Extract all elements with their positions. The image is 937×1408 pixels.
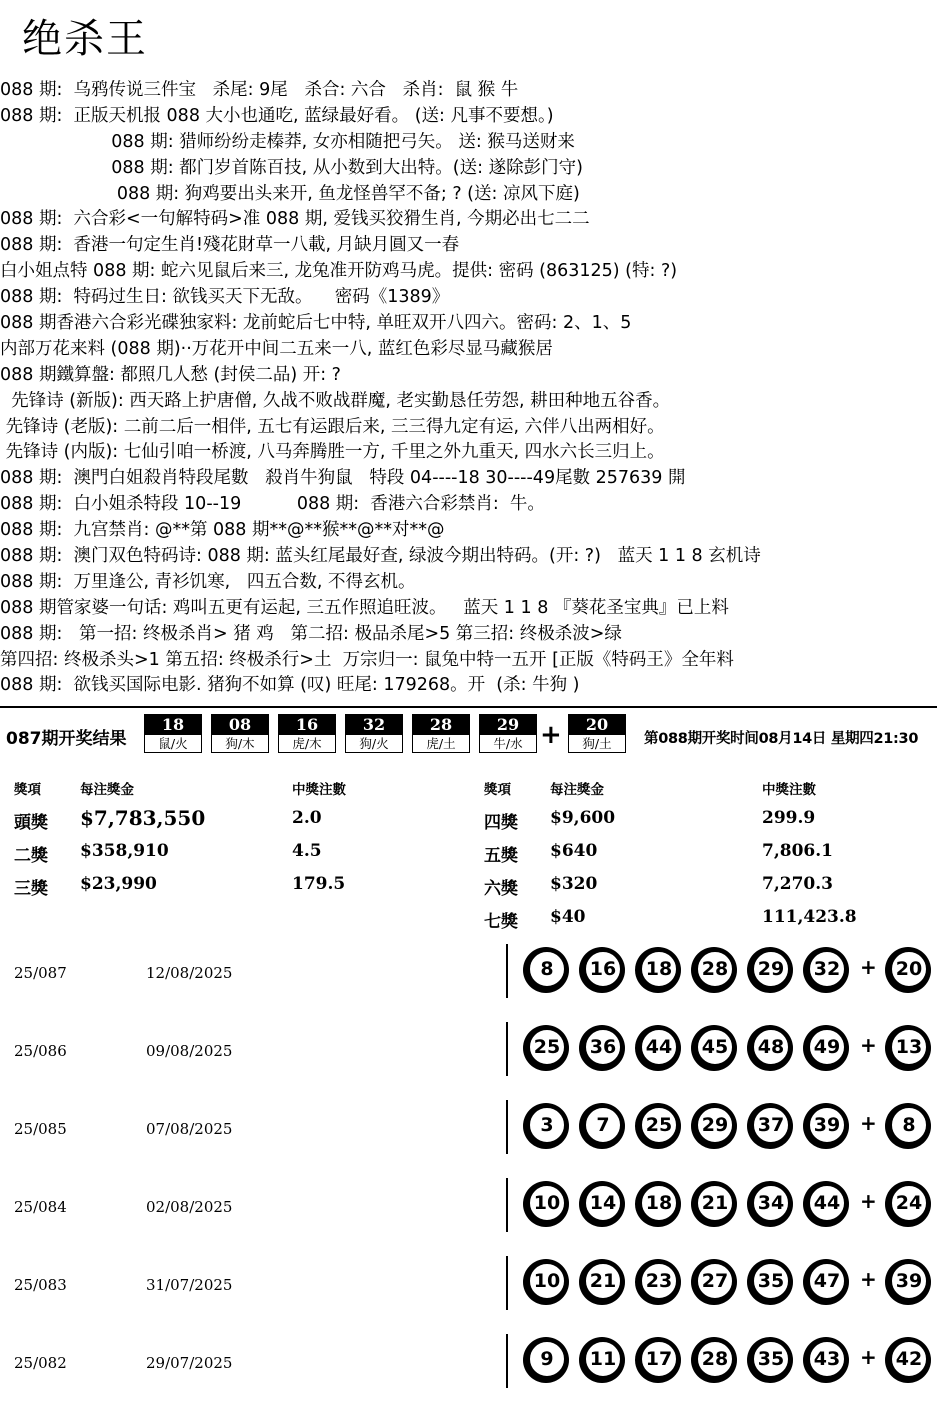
ball-number: 43 <box>808 1340 846 1378</box>
history-date: 12/08/2025 <box>146 964 233 982</box>
history-special-ball <box>888 948 932 992</box>
history-ball <box>582 1104 626 1148</box>
ball-number: 23 <box>640 1262 678 1300</box>
history-separator <box>506 1100 508 1154</box>
draw-ball-number: 16 <box>278 714 336 735</box>
history-row <box>0 1018 937 1096</box>
history-ball <box>638 1260 682 1304</box>
ball-number: 32 <box>808 950 846 988</box>
history-ball <box>806 1260 850 1304</box>
prediction-line: 先锋诗 (新版): 西天路上护唐僧, 久战不败战群魔, 老实勤恳任劳怨, 耕田种地五谷香。 <box>0 390 671 411</box>
prediction-line: 088 期: 猎师纷纷走榛莽, 女亦相随把弓矢。 送: 猴马送财来 <box>0 131 575 152</box>
prediction-lines <box>0 78 937 699</box>
history-row <box>0 1330 937 1408</box>
history-ball <box>582 1182 626 1226</box>
history-ball <box>526 1182 570 1226</box>
special-ball <box>568 714 626 756</box>
prize-amount: $320 <box>550 874 598 894</box>
history-separator <box>506 1334 508 1388</box>
draw-ball-number: 29 <box>479 714 537 735</box>
draw-ball-number: 08 <box>211 714 269 735</box>
prize-amount: $9,600 <box>550 808 616 828</box>
history-ball <box>750 1338 794 1382</box>
ball-number: 29 <box>696 1106 734 1144</box>
ball-number: 3 <box>528 1106 566 1144</box>
ball-number: 47 <box>808 1262 846 1300</box>
ball-number: 8 <box>528 950 566 988</box>
ball-number: 10 <box>528 1262 566 1300</box>
prize-name: 三獎 <box>14 879 48 899</box>
prediction-line: 088 期: 乌鸦传说三件宝 杀尾: 9尾 杀合: 六合 杀肖: 鼠 猴 牛 <box>0 80 519 100</box>
history-issue: 25/083 <box>14 1276 67 1294</box>
prize-amount: $358,910 <box>80 841 169 861</box>
prediction-line: 088 期鐵算盤: 都照几人愁 (封侯二品) 开: ? <box>0 364 341 385</box>
history-ball <box>582 1338 626 1382</box>
prediction-line: 088 期: 都门岁首陈百技, 从小数到大出特。(送: 遂除彭门守) <box>0 157 583 178</box>
history-issue: 25/085 <box>14 1120 67 1138</box>
ball-number: 39 <box>890 1262 928 1300</box>
ball-number: 48 <box>752 1028 790 1066</box>
special-ball-number: 20 <box>568 714 626 735</box>
ball-number: 28 <box>696 1340 734 1378</box>
history-ball <box>526 1338 570 1382</box>
ball-number: 36 <box>584 1028 622 1066</box>
draw-ball <box>211 714 269 756</box>
history-ball <box>638 1182 682 1226</box>
prediction-line: 088 期: 第一招: 终极杀肖> 猪 鸡 第二招: 极品杀尾>5 第三招: 终极杀波>绿 <box>0 623 622 644</box>
prediction-line: 088 期: 九宫禁肖: @**第 088 期**@**猴**@**对**@ <box>0 520 445 541</box>
draw-result-row <box>0 712 937 760</box>
ball-number: 10 <box>528 1184 566 1222</box>
prize-name: 六獎 <box>484 879 518 899</box>
prediction-line: 白小姐点特 088 期: 蛇六见鼠后来三, 龙兔准开防鸡马虎。提供: 密码 (863125) (特: ?) <box>0 261 678 282</box>
draw-ball-zodiac: 狗/火 <box>345 735 403 753</box>
history-ball <box>582 1026 626 1070</box>
ball-number: 42 <box>890 1340 928 1378</box>
draw-ball <box>278 714 336 756</box>
history-issue: 25/084 <box>14 1198 67 1216</box>
ball-number: 35 <box>752 1262 790 1300</box>
ball-number: 44 <box>640 1028 678 1066</box>
prize-amount: $640 <box>550 841 598 861</box>
history-plus-sign: + <box>860 1033 877 1057</box>
ball-number: 8 <box>890 1106 928 1144</box>
prize-winners: 111,423.8 <box>762 907 857 927</box>
history-ball <box>806 1338 850 1382</box>
plus-sign: + <box>540 720 562 750</box>
prize-header: 獎項 <box>484 782 511 798</box>
history-ball <box>582 1260 626 1304</box>
ball-number: 21 <box>584 1262 622 1300</box>
ball-number: 27 <box>696 1262 734 1300</box>
history-ball <box>806 1026 850 1070</box>
draw-ball <box>479 714 537 756</box>
history-date: 29/07/2025 <box>146 1354 233 1372</box>
history-issue: 25/086 <box>14 1042 67 1060</box>
prize-amount: $40 <box>550 907 586 927</box>
history-ball <box>638 948 682 992</box>
draw-ball-number: 18 <box>144 714 202 735</box>
draw-ball-zodiac: 虎/木 <box>278 735 336 753</box>
prize-name: 二獎 <box>14 846 48 866</box>
history-separator <box>506 1022 508 1076</box>
history-ball <box>750 948 794 992</box>
history-ball <box>694 1260 738 1304</box>
history-row <box>0 1096 937 1174</box>
prize-winners: 4.5 <box>292 841 322 861</box>
prize-winners: 7,806.1 <box>762 841 833 861</box>
history-ball <box>806 1104 850 1148</box>
prize-header: 中獎注數 <box>762 782 816 798</box>
history-ball <box>638 1338 682 1382</box>
history-ball <box>694 1104 738 1148</box>
draw-ball-number: 28 <box>412 714 470 735</box>
draw-ball <box>345 714 403 756</box>
history-plus-sign: + <box>860 955 877 979</box>
history-special-ball <box>888 1182 932 1226</box>
special-ball-zodiac: 狗/土 <box>568 735 626 753</box>
history-ball <box>694 1182 738 1226</box>
history-date: 31/07/2025 <box>146 1276 233 1294</box>
prize-winners: 299.9 <box>762 808 816 828</box>
history-ball <box>638 1104 682 1148</box>
prize-winners: 179.5 <box>292 874 346 894</box>
prize-table <box>0 768 937 938</box>
prize-winners: 7,270.3 <box>762 874 833 894</box>
ball-number: 37 <box>752 1106 790 1144</box>
ball-number: 18 <box>640 950 678 988</box>
ball-number: 14 <box>584 1184 622 1222</box>
ball-number: 35 <box>752 1340 790 1378</box>
history-ball <box>526 1026 570 1070</box>
history-ball <box>750 1026 794 1070</box>
history-date: 02/08/2025 <box>146 1198 233 1216</box>
section-divider <box>0 706 937 708</box>
ball-number: 44 <box>808 1184 846 1222</box>
history-plus-sign: + <box>860 1345 877 1369</box>
draw-ball-zodiac: 狗/木 <box>211 735 269 753</box>
prize-header: 獎項 <box>14 782 41 798</box>
history-special-ball <box>888 1104 932 1148</box>
draw-ball <box>412 714 470 756</box>
draw-ball-number: 32 <box>345 714 403 735</box>
prediction-line: 088 期: 特码过生日: 欲钱买天下无敌。 密码《1389》 <box>0 287 450 308</box>
history-ball <box>806 1182 850 1226</box>
ball-number: 13 <box>890 1028 928 1066</box>
draw-ball-zodiac: 牛/水 <box>479 735 537 753</box>
ball-number: 34 <box>752 1184 790 1222</box>
ball-number: 29 <box>752 950 790 988</box>
prize-header: 中獎注數 <box>292 782 346 798</box>
ball-number: 45 <box>696 1028 734 1066</box>
history-separator <box>506 944 508 998</box>
ball-number: 9 <box>528 1340 566 1378</box>
ball-number: 25 <box>640 1106 678 1144</box>
history-ball <box>526 1260 570 1304</box>
history-date: 07/08/2025 <box>146 1120 233 1138</box>
history-ball <box>526 948 570 992</box>
history-plus-sign: + <box>860 1111 877 1135</box>
history-ball <box>526 1104 570 1148</box>
next-draw-time: 第088期开奖时间08月14日 星期四21:30 <box>644 731 919 747</box>
prediction-line: 088 期管家婆一句话: 鸡叫五更有运起, 三五作照追旺波。 蓝天 1 1 8 『葵花圣宝典』已上料 <box>0 597 729 618</box>
history-ball <box>750 1260 794 1304</box>
history-ball <box>638 1026 682 1070</box>
prize-name: 頭獎 <box>14 813 48 833</box>
draw-result-label: 087期开奖结果 <box>6 729 127 749</box>
history-ball <box>694 948 738 992</box>
ball-number: 20 <box>890 950 928 988</box>
ball-number: 24 <box>890 1184 928 1222</box>
draw-ball-zodiac: 虎/土 <box>412 735 470 753</box>
page-title: 绝杀王 <box>22 16 148 62</box>
prize-amount: $23,990 <box>80 874 157 894</box>
ball-number: 11 <box>584 1340 622 1378</box>
history-separator <box>506 1178 508 1232</box>
history-ball <box>582 948 626 992</box>
draw-ball-zodiac: 鼠/火 <box>144 735 202 753</box>
history-date: 09/08/2025 <box>146 1042 233 1060</box>
prediction-line: 088 期: 狗鸡要出头来开, 鱼龙怪兽罕不备; ? (送: 凉风下庭) <box>0 183 580 204</box>
prize-winners: 2.0 <box>292 808 322 828</box>
history-ball <box>694 1338 738 1382</box>
ball-number: 18 <box>640 1184 678 1222</box>
history-row <box>0 1252 937 1330</box>
prize-name: 七獎 <box>484 912 518 932</box>
prediction-line: 088 期: 白小姐杀特段 10--19 088 期: 香港六合彩禁肖: 牛。 <box>0 494 545 515</box>
prediction-line: 088 期: 香港一句定生肖!殘花財草一八載, 月缺月圓又一春 <box>0 235 460 256</box>
prediction-line: 先锋诗 (内版): 七仙引咱一桥渡, 八马奔腾胜一方, 千里之外九重天, 四水六长三归上。 <box>0 442 665 463</box>
prediction-line: 088 期: 万里逢公, 青衫饥寒, 四五合数, 不得玄机。 <box>0 571 416 592</box>
prediction-line: 088 期: 澳門白姐殺肖特段尾數 殺肖牛狗鼠 特段 04----18 30----49尾數 257639 開 <box>0 468 686 489</box>
ball-number: 49 <box>808 1028 846 1066</box>
prediction-line: 088 期: 澳门双色特码诗: 088 期: 蓝头红尾最好查, 绿波今期出特码。(开: ?) 蓝天 1 1 8 玄机诗 <box>0 546 761 567</box>
prediction-line: 088 期香港六合彩光碟独家料: 龙前蛇后七中特, 单旺双开八四六。密码: 2、1、5 <box>0 313 632 334</box>
history-issue: 25/082 <box>14 1354 67 1372</box>
history-plus-sign: + <box>860 1267 877 1291</box>
history-ball <box>694 1026 738 1070</box>
ball-number: 17 <box>640 1340 678 1378</box>
history-separator <box>506 1256 508 1310</box>
history-issue: 25/087 <box>14 964 67 982</box>
draw-ball <box>144 714 202 756</box>
history-row <box>0 1174 937 1252</box>
prediction-line: 先锋诗 (老版): 二前二后一相伴, 五七有运跟后来, 三三得九定有运, 六伴八出两相好。 <box>0 416 665 437</box>
history-ball <box>750 1182 794 1226</box>
history-plus-sign: + <box>860 1189 877 1213</box>
history-special-ball <box>888 1026 932 1070</box>
history-ball <box>750 1104 794 1148</box>
history-ball <box>806 948 850 992</box>
ball-number: 7 <box>584 1106 622 1144</box>
prediction-line: 088 期: 六合彩<一句解特码>准 088 期, 爱钱买狡猾生肖, 今期必出七二二 <box>0 209 590 230</box>
prediction-line: 内部万花来料 (088 期)··万花开中间二五来一八, 蓝红色彩尽显马藏猴居 <box>0 338 553 359</box>
ball-number: 25 <box>528 1028 566 1066</box>
history-special-ball <box>888 1260 932 1304</box>
prize-header: 每注獎金 <box>80 782 134 798</box>
history-special-ball <box>888 1338 932 1382</box>
prediction-line: 088 期: 欲钱买国际电影. 猪狗不如算 (叹) 旺尾: 179268。开 (杀: 牛狗 ) <box>0 675 580 696</box>
ball-number: 39 <box>808 1106 846 1144</box>
history-row <box>0 940 937 1018</box>
prize-name: 四獎 <box>484 813 518 833</box>
prize-name: 五獎 <box>484 846 518 866</box>
ball-number: 16 <box>584 950 622 988</box>
ball-number: 28 <box>696 950 734 988</box>
ball-number: 21 <box>696 1184 734 1222</box>
prize-amount: $7,783,550 <box>80 806 206 830</box>
prediction-line: 第四招: 终极杀头>1 第五招: 终极杀行>土 万宗归一: 鼠兔中特一五开 [正版《特码王》全年料 <box>0 649 734 670</box>
prediction-line: 088 期: 正版天机报 088 大小也通吃, 蓝绿最好看。 (送: 凡事不要想。) <box>0 105 554 126</box>
prize-header: 每注獎金 <box>550 782 604 798</box>
